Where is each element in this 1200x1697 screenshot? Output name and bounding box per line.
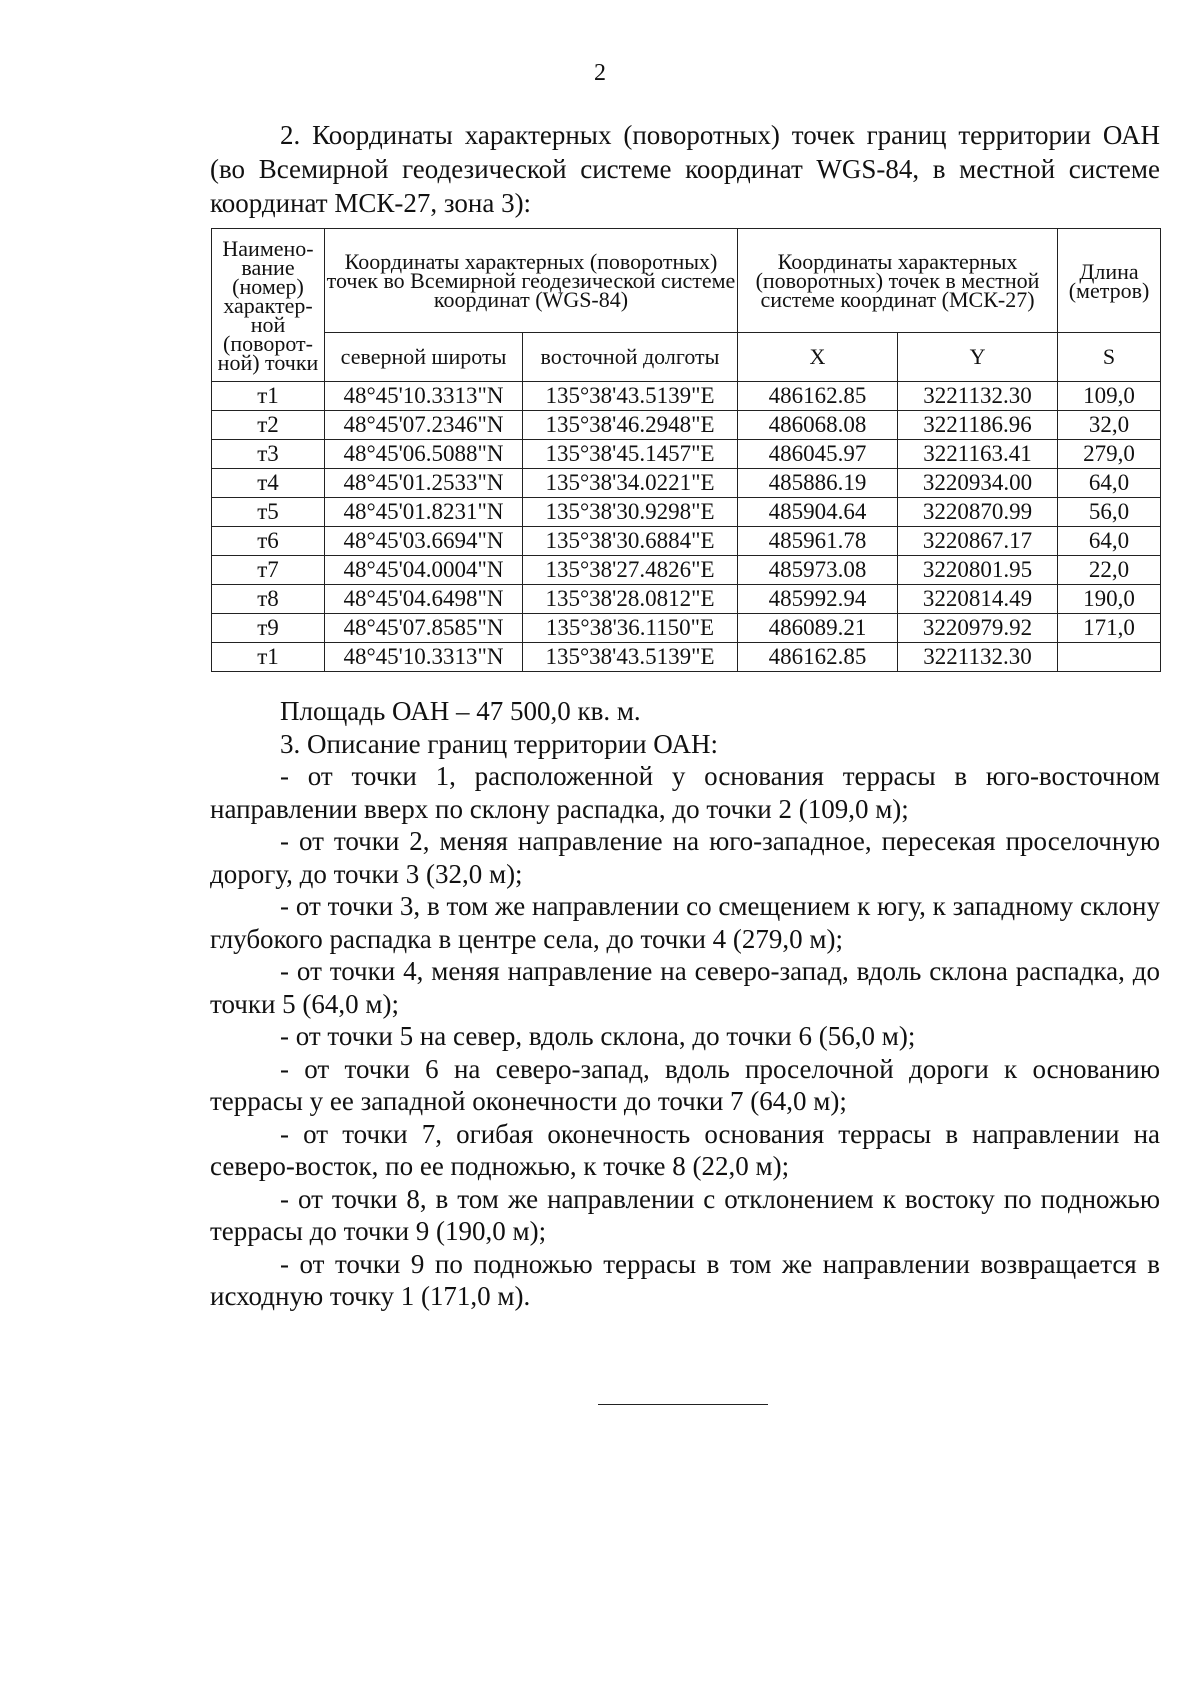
table-row [212,556,1161,585]
cell-latitude: 48°45'10.3313"N [325,382,523,411]
cell-latitude: 48°45'06.5088"N [325,440,523,469]
cell-latitude: 48°45'04.0004"N [325,556,523,585]
cell-x: 486045.97 [738,440,898,469]
description-item: - от точки 5 на север, вдоль склона, до точки 6 (56,0 м); [280,1021,916,1051]
cell-x: 486162.85 [738,382,898,411]
cell-length: 32,0 [1058,411,1161,440]
cell-latitude: 48°45'01.2533"N [325,469,523,498]
description-item: - от точки 6 на северо-запад, вдоль проселочной дороги к основанию террасы у ее западной оконечности до точки 7 (64,0 м); [210,1053,1160,1116]
coordinates-table [211,228,1161,672]
table-body [212,382,1161,672]
subheader-y: Y [898,333,1058,382]
cell-x: 485904.64 [738,498,898,527]
description-item: - от точки 9 по подножью террасы в том же направлении возвращается в исходную точку 1 (171,0 м). [210,1248,1160,1311]
cell-longitude: 135°38'45.1457"E [523,440,738,469]
cell-point: т8 [212,585,325,614]
cell-x: 485961.78 [738,527,898,556]
cell-point: т3 [212,440,325,469]
header-length: Длина (метров) [1058,229,1161,333]
cell-length: 56,0 [1058,498,1161,527]
cell-length: 190,0 [1058,585,1161,614]
table-row [212,643,1161,672]
cell-y: 3221186.96 [898,411,1058,440]
section-title: 2. Координаты характерных (поворотных) точек границ территории ОАН (во Всемирной геодезической системе координат WGS-84, в местной системе координат МСК-27, зона 3): [210,120,1160,218]
cell-y: 3220867.17 [898,527,1058,556]
cell-latitude: 48°45'04.6498"N [325,585,523,614]
subheader-s: S [1058,333,1161,382]
cell-latitude: 48°45'03.6694"N [325,527,523,556]
cell-longitude: 135°38'46.2948"E [523,411,738,440]
header-msk-coordinates: Координаты характерных (поворотных) точек в местной системе координат (МСК-27) [738,229,1058,333]
cell-length: 171,0 [1058,614,1161,643]
cell-point: т4 [212,469,325,498]
cell-point: т7 [212,556,325,585]
cell-x: 486089.21 [738,614,898,643]
cell-y: 3221163.41 [898,440,1058,469]
cell-latitude: 48°45'10.3313"N [325,643,523,672]
cell-point: т9 [212,614,325,643]
description-item: - от точки 7, огибая оконечность основания террасы в направлении на северо-восток, по ее подножью, к точке 8 (22,0 м); [210,1118,1160,1181]
cell-longitude: 135°38'43.5139"E [523,643,738,672]
cell-latitude: 48°45'07.8585"N [325,614,523,643]
table-row [212,614,1161,643]
table-row [212,527,1161,556]
cell-point: т2 [212,411,325,440]
description-item: - от точки 1, расположенной у основания террасы в юго-восточном направлении вверх по склону распадка, до точки 2 (109,0 м); [210,761,1160,824]
area-text: Площадь ОАН – 47 500,0 кв. м. [280,696,641,726]
cell-x: 485973.08 [738,556,898,585]
cell-y: 3220801.95 [898,556,1058,585]
cell-latitude: 48°45'01.8231"N [325,498,523,527]
cell-longitude: 135°38'30.6884"E [523,527,738,556]
cell-length: 279,0 [1058,440,1161,469]
body-text [210,695,1160,1313]
table-row [212,469,1161,498]
description-item: - от точки 2, меняя направление на юго-западное, пересекая проселочную дорогу, до точки 3 (32,0 м); [210,826,1160,889]
cell-y: 3220934.00 [898,469,1058,498]
table-row [212,585,1161,614]
subheader-latitude: северной широты [325,333,523,382]
cell-length: 64,0 [1058,527,1161,556]
cell-y: 3220979.92 [898,614,1058,643]
cell-y: 3220814.49 [898,585,1058,614]
description-item: - от точки 3, в том же направлении со смещением к югу, к западному склону глубокого распадка в центре села, до точки 4 (279,0 м); [210,891,1160,954]
cell-longitude: 135°38'27.4826"E [523,556,738,585]
cell-point: т1 [212,643,325,672]
cell-longitude: 135°38'34.0221"E [523,469,738,498]
header-wgs-coordinates: Координаты характерных (поворотных) точек во Всемирной геодезической системе координат (WGS-84) [325,229,738,333]
table-row [212,382,1161,411]
cell-point: т1 [212,382,325,411]
cell-y: 3220870.99 [898,498,1058,527]
table-row [212,440,1161,469]
description-item: - от точки 4, меняя направление на северо-запад, вдоль склона распадка, до точки 5 (64,0 м); [210,956,1160,1019]
cell-x: 486068.08 [738,411,898,440]
end-line [598,1404,768,1405]
cell-longitude: 135°38'36.1150"E [523,614,738,643]
subheader-longitude: восточной долготы [523,333,738,382]
description-title: 3. Описание границ территории ОАН: [280,728,718,759]
cell-point: т6 [212,527,325,556]
header-point-name: Наимено-вание (номер) характер-ной (поворот-ной) точки [212,229,325,382]
cell-longitude: 135°38'30.9298"E [523,498,738,527]
cell-y: 3221132.30 [898,643,1058,672]
cell-point: т5 [212,498,325,527]
cell-longitude: 135°38'43.5139"E [523,382,738,411]
description-item: - от точки 8, в том же направлении с отклонением к востоку по подножью террасы до точки 9 (190,0 м); [210,1183,1160,1246]
table-row [212,411,1161,440]
cell-x: 485992.94 [738,585,898,614]
cell-x: 486162.85 [738,643,898,672]
subheader-x: X [738,333,898,382]
table-row [212,498,1161,527]
cell-length: 64,0 [1058,469,1161,498]
page-number: 2 [594,60,606,86]
description-list [210,760,1160,1313]
cell-length: 109,0 [1058,382,1161,411]
cell-y: 3221132.30 [898,382,1058,411]
cell-longitude: 135°38'28.0812"E [523,585,738,614]
cell-latitude: 48°45'07.2346"N [325,411,523,440]
cell-length: 22,0 [1058,556,1161,585]
cell-length [1058,643,1161,672]
cell-x: 485886.19 [738,469,898,498]
